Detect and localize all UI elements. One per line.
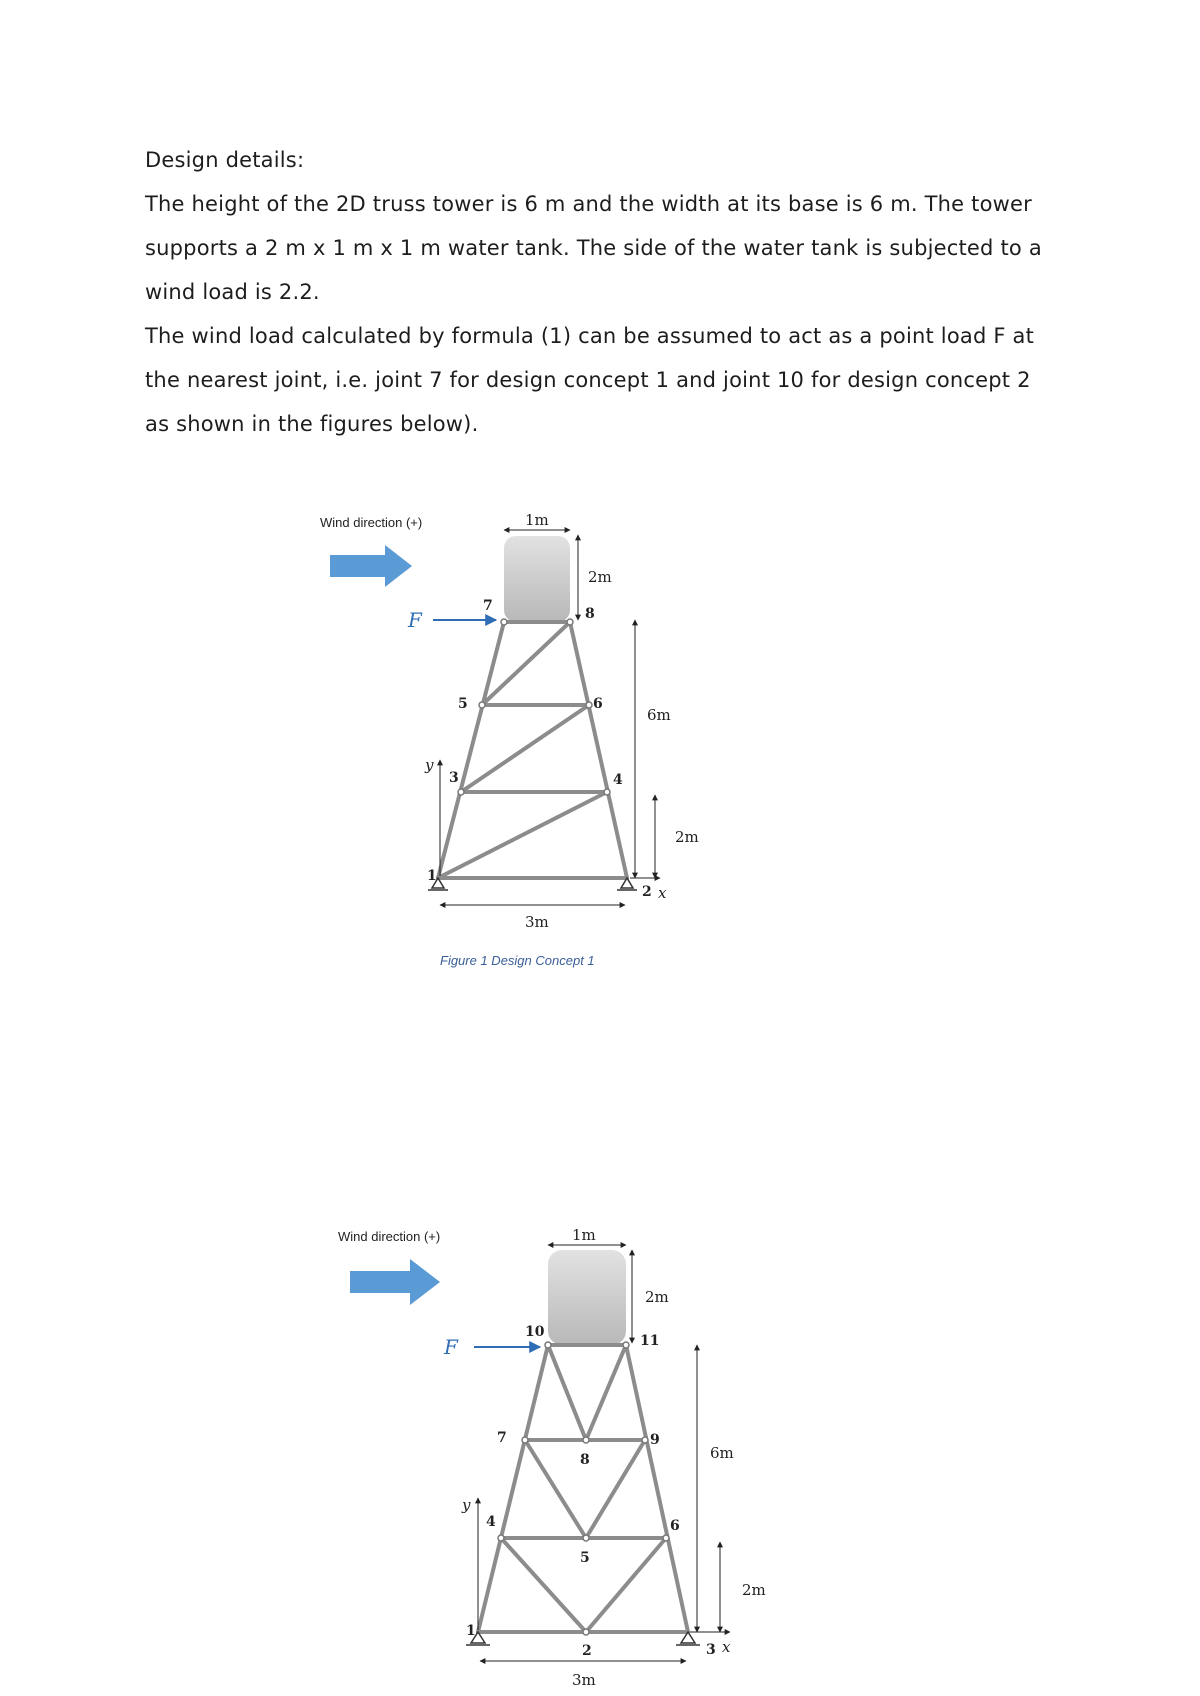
fig1-dim-tank: 2m (588, 568, 612, 586)
fig2-truss-members (478, 1345, 688, 1632)
fig1-water-tank (504, 536, 570, 622)
fig1-joint-marker (586, 702, 592, 708)
fig1-truss-members (438, 622, 627, 878)
fig2-dim-tank: 2m (645, 1288, 669, 1306)
fig2-joint-marker (583, 1535, 589, 1541)
fig2-joint-marker (623, 1342, 629, 1348)
fig1-dim-top: 1m (525, 511, 549, 529)
fig2-joint-label: 1 (466, 1623, 476, 1639)
fig2-joint-marker (545, 1342, 551, 1348)
heading: Design details: (145, 148, 305, 172)
fig1-joint-label: 7 (483, 598, 493, 614)
fig2-joint-label: 5 (580, 1550, 590, 1566)
fig2-force-label: F (444, 1335, 458, 1359)
fig2-joint-marker (642, 1437, 648, 1443)
fig1-member (438, 792, 607, 878)
figure-2-design-concept-2 (338, 1226, 766, 1689)
fig2-joint-marker (522, 1437, 528, 1443)
fig2-joint-label: 11 (640, 1333, 660, 1349)
paragraph-wind-load: The wind load calculated by formula (1) can be assumed to act as a point load F at the nearest joint, i.e. joint 7 for design concept 1 and joint 10 for design concept 2 as shown in the figures below). (145, 324, 1035, 436)
fig1-joint-label: 3 (449, 770, 459, 786)
fig2-axis-y-label: y (462, 1496, 471, 1514)
fig1-joint-marker (501, 619, 507, 625)
fig1-axis-x-label: x (658, 884, 667, 902)
fig1-dim-height: 6m (647, 706, 671, 724)
fig2-joint-label: 6 (670, 1518, 680, 1534)
fig1-joint-marker (479, 702, 485, 708)
fig1-dim-lower: 2m (675, 828, 699, 846)
fig2-water-tank (548, 1250, 626, 1345)
fig2-joint-markers (498, 1342, 669, 1635)
fig2-joint-marker (498, 1535, 504, 1541)
fig2-member (586, 1345, 626, 1440)
fig1-force-label: F (408, 608, 422, 632)
fig2-dim-height: 6m (710, 1444, 734, 1462)
fig2-member (478, 1345, 548, 1632)
fig1-joint-label: 5 (458, 696, 468, 712)
fig2-dim-top: 1m (572, 1226, 596, 1244)
fig2-joint-marker (583, 1629, 589, 1635)
fig2-member (586, 1440, 645, 1538)
fig2-wind-direction-label: Wind direction (+) (338, 1229, 441, 1244)
fig1-axis-y-label: y (425, 756, 434, 774)
fig2-joint-label: 2 (582, 1643, 592, 1659)
fig2-joint-label: 4 (486, 1514, 496, 1530)
fig1-member (570, 622, 627, 878)
figure-1-design-concept-1 (320, 511, 699, 968)
fig1-joint-marker (567, 619, 573, 625)
fig1-dim-base: 3m (525, 913, 549, 931)
fig1-joint-label: 2 (642, 884, 652, 900)
fig1-joint-label: 8 (585, 606, 595, 622)
fig1-member (438, 622, 504, 878)
fig2-member (586, 1538, 666, 1632)
fig2-joint-label: 8 (580, 1452, 590, 1468)
fig2-joint-label: 3 (706, 1642, 716, 1658)
fig2-joint-label: 9 (650, 1432, 660, 1448)
fig1-joint-label: 1 (427, 868, 437, 884)
fig1-joint-label: 6 (593, 696, 603, 712)
fig2-member (626, 1345, 688, 1632)
fig2-member (501, 1538, 586, 1632)
paragraph-tower-description: The height of the 2D truss tower is 6 m and the width at its base is 6 m. The tower supports a 2 m x 1 m x 1 m water tank. The side of the water tank is subjected to a wind load is 2.2. (145, 192, 1042, 304)
fig2-joint-marker (663, 1535, 669, 1541)
fig2-dim-base: 3m (572, 1671, 596, 1689)
fig1-joint-marker (458, 789, 464, 795)
fig2-member (548, 1345, 586, 1440)
fig1-wind-arrow-icon (330, 545, 412, 587)
fig2-joint-label: 10 (525, 1324, 545, 1340)
fig2-joint-marker (583, 1437, 589, 1443)
fig1-joint-label: 4 (613, 772, 623, 788)
fig2-joint-label: 7 (497, 1430, 507, 1446)
fig2-dim-lower: 2m (742, 1581, 766, 1599)
fig1-caption: Figure 1 Design Concept 1 (440, 953, 595, 968)
fig2-wind-arrow-icon (350, 1259, 440, 1305)
fig2-axis-x-label: x (722, 1638, 731, 1656)
fig1-wind-direction-label: Wind direction (+) (320, 515, 423, 530)
fig2-member (525, 1440, 586, 1538)
fig1-joint-marker (604, 789, 610, 795)
